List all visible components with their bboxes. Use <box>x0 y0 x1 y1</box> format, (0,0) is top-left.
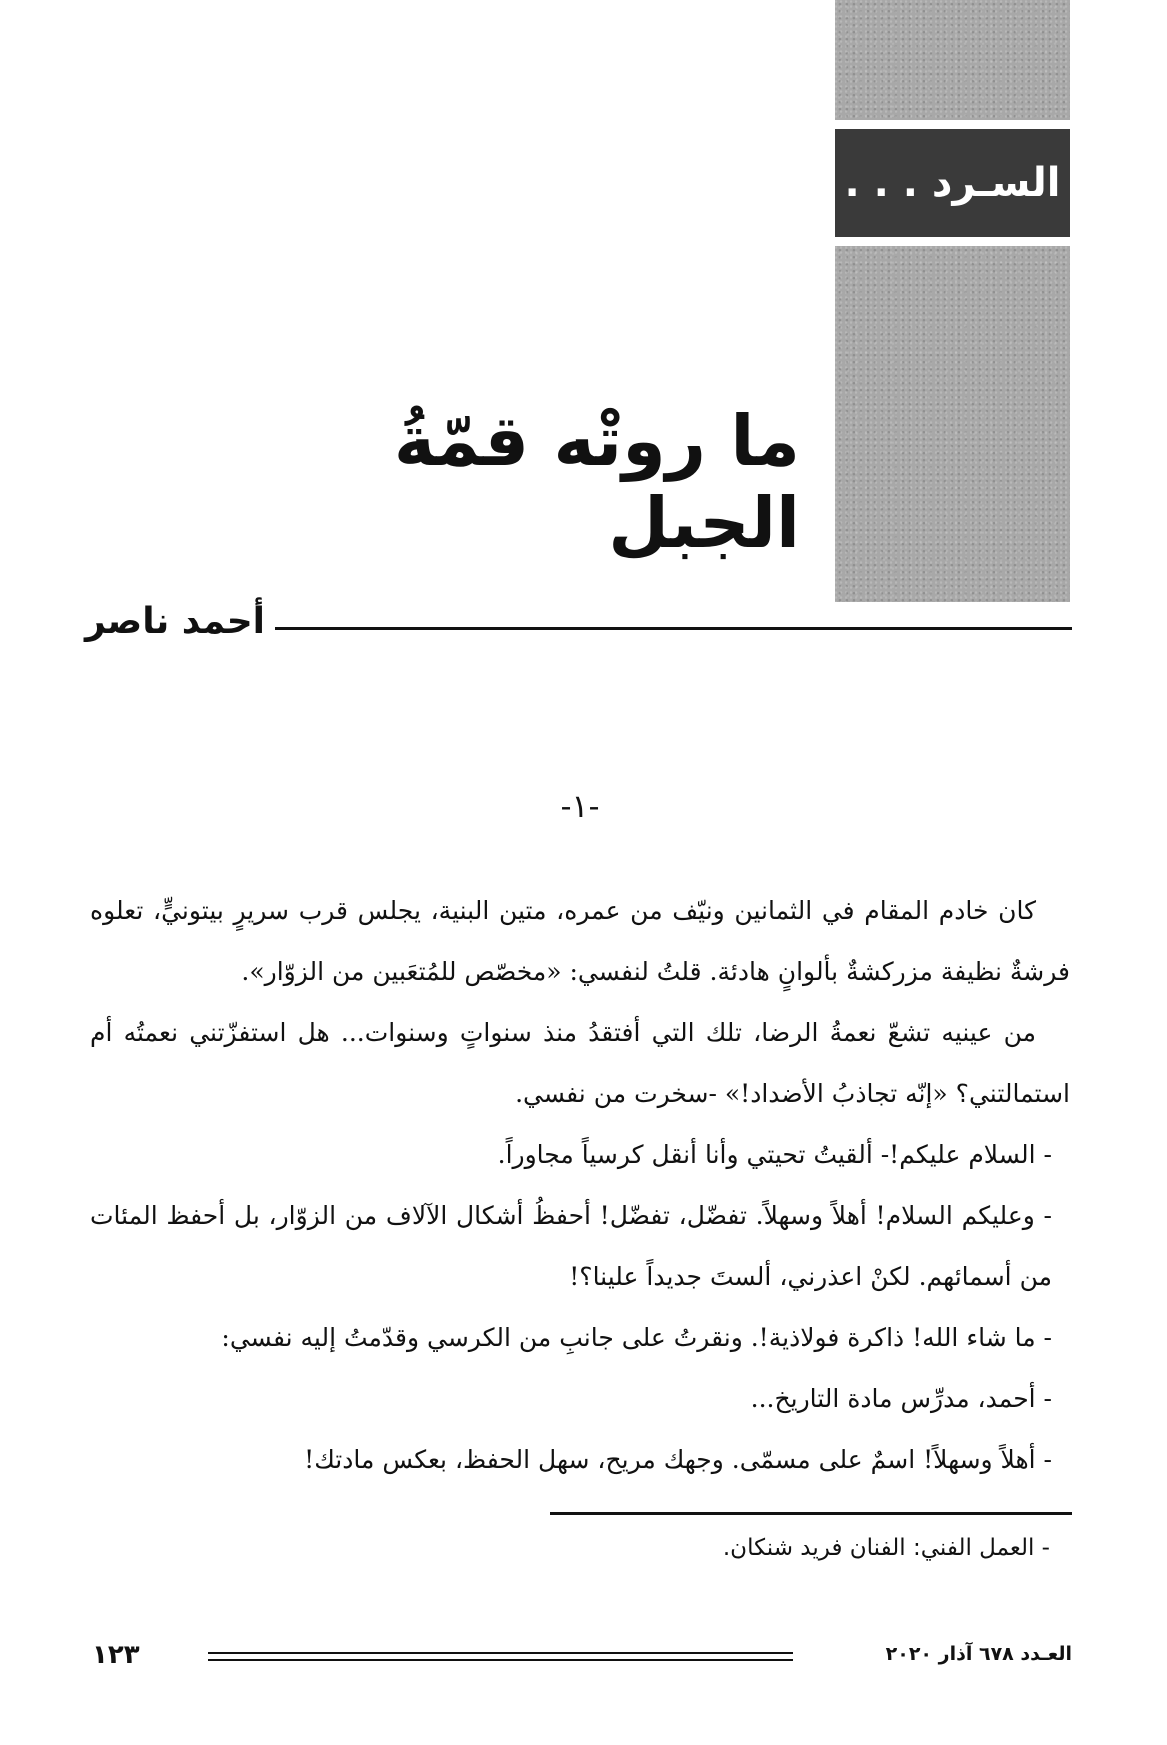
footer-divider <box>208 1652 793 1654</box>
section-header <box>835 129 1070 237</box>
decorative-gray-block-top <box>835 0 1070 120</box>
decorative-gray-block-bottom <box>835 246 1070 602</box>
dialogue-line: - أحمد، مدرِّس مادة التاريخ... <box>750 1384 1052 1413</box>
article-title: ما روتْه قمّةُ الجبل <box>393 400 800 564</box>
article-body <box>90 880 1070 1490</box>
page-number: ١٢٣ <box>92 1640 140 1670</box>
footnote: - العمل الفني: الفنان فريد شنكان. <box>722 1535 1050 1561</box>
dialogue-line: - وعليكم السلام! أهلاً وسهلاً. تفضّل، تفضّل! أحفظُ أشكال الآلاف من الزوّار، بل أحفظ المئات من أسمائهم. لكنْ اعذرني، ألستَ جديداً علينا؟! <box>90 1201 1052 1291</box>
footer-divider <box>208 1659 793 1661</box>
author-name: أحمد ناصر <box>85 601 265 642</box>
body-paragraph: كان خادم المقام في الثمانين ونيّف من عمره، متين البنية، يجلس قرب سريرٍ بيتونيٍّ، تعلوه فرشةٌ نظيفة مزركشةٌ بألوانٍ هادئة. قلتُ لنفسي: «مخصّص للمُتعَبين من الزوّار». <box>90 896 1070 986</box>
dialogue-line: - ما شاء الله! ذاكرة فولاذية!. ونقرتُ على جانبِ من الكرسي وقدّمتُ إليه نفسي: <box>221 1323 1052 1352</box>
dialogue-line: - السلام عليكم!- ألقيتُ تحيتي وأنا أنقل كرسياً مجاوراً. <box>497 1140 1052 1169</box>
dialogue-line: - أهلاً وسهلاً! اسمٌ على مسمّى. وجهك مريح، سهل الحفظ، بعكس مادتك! <box>304 1445 1052 1474</box>
author-divider <box>275 627 1072 630</box>
body-paragraph: من عينيه تشعّ نعمةُ الرضا، تلك التي أفتقدُ منذ سنواتٍ وسنوات... هل استفزّتني نعمتُه أم استمالتني؟ «إنّه تجاذبُ الأضداد!» -سخرت من نفسي. <box>90 1018 1070 1108</box>
footnote-divider <box>550 1512 1072 1515</box>
section-label: السـرد . . . <box>844 160 1061 206</box>
issue-info: العـدد ٦٧٨ آذار ٢٠٢٠ <box>885 1643 1072 1665</box>
section-number: -١- <box>560 787 600 825</box>
